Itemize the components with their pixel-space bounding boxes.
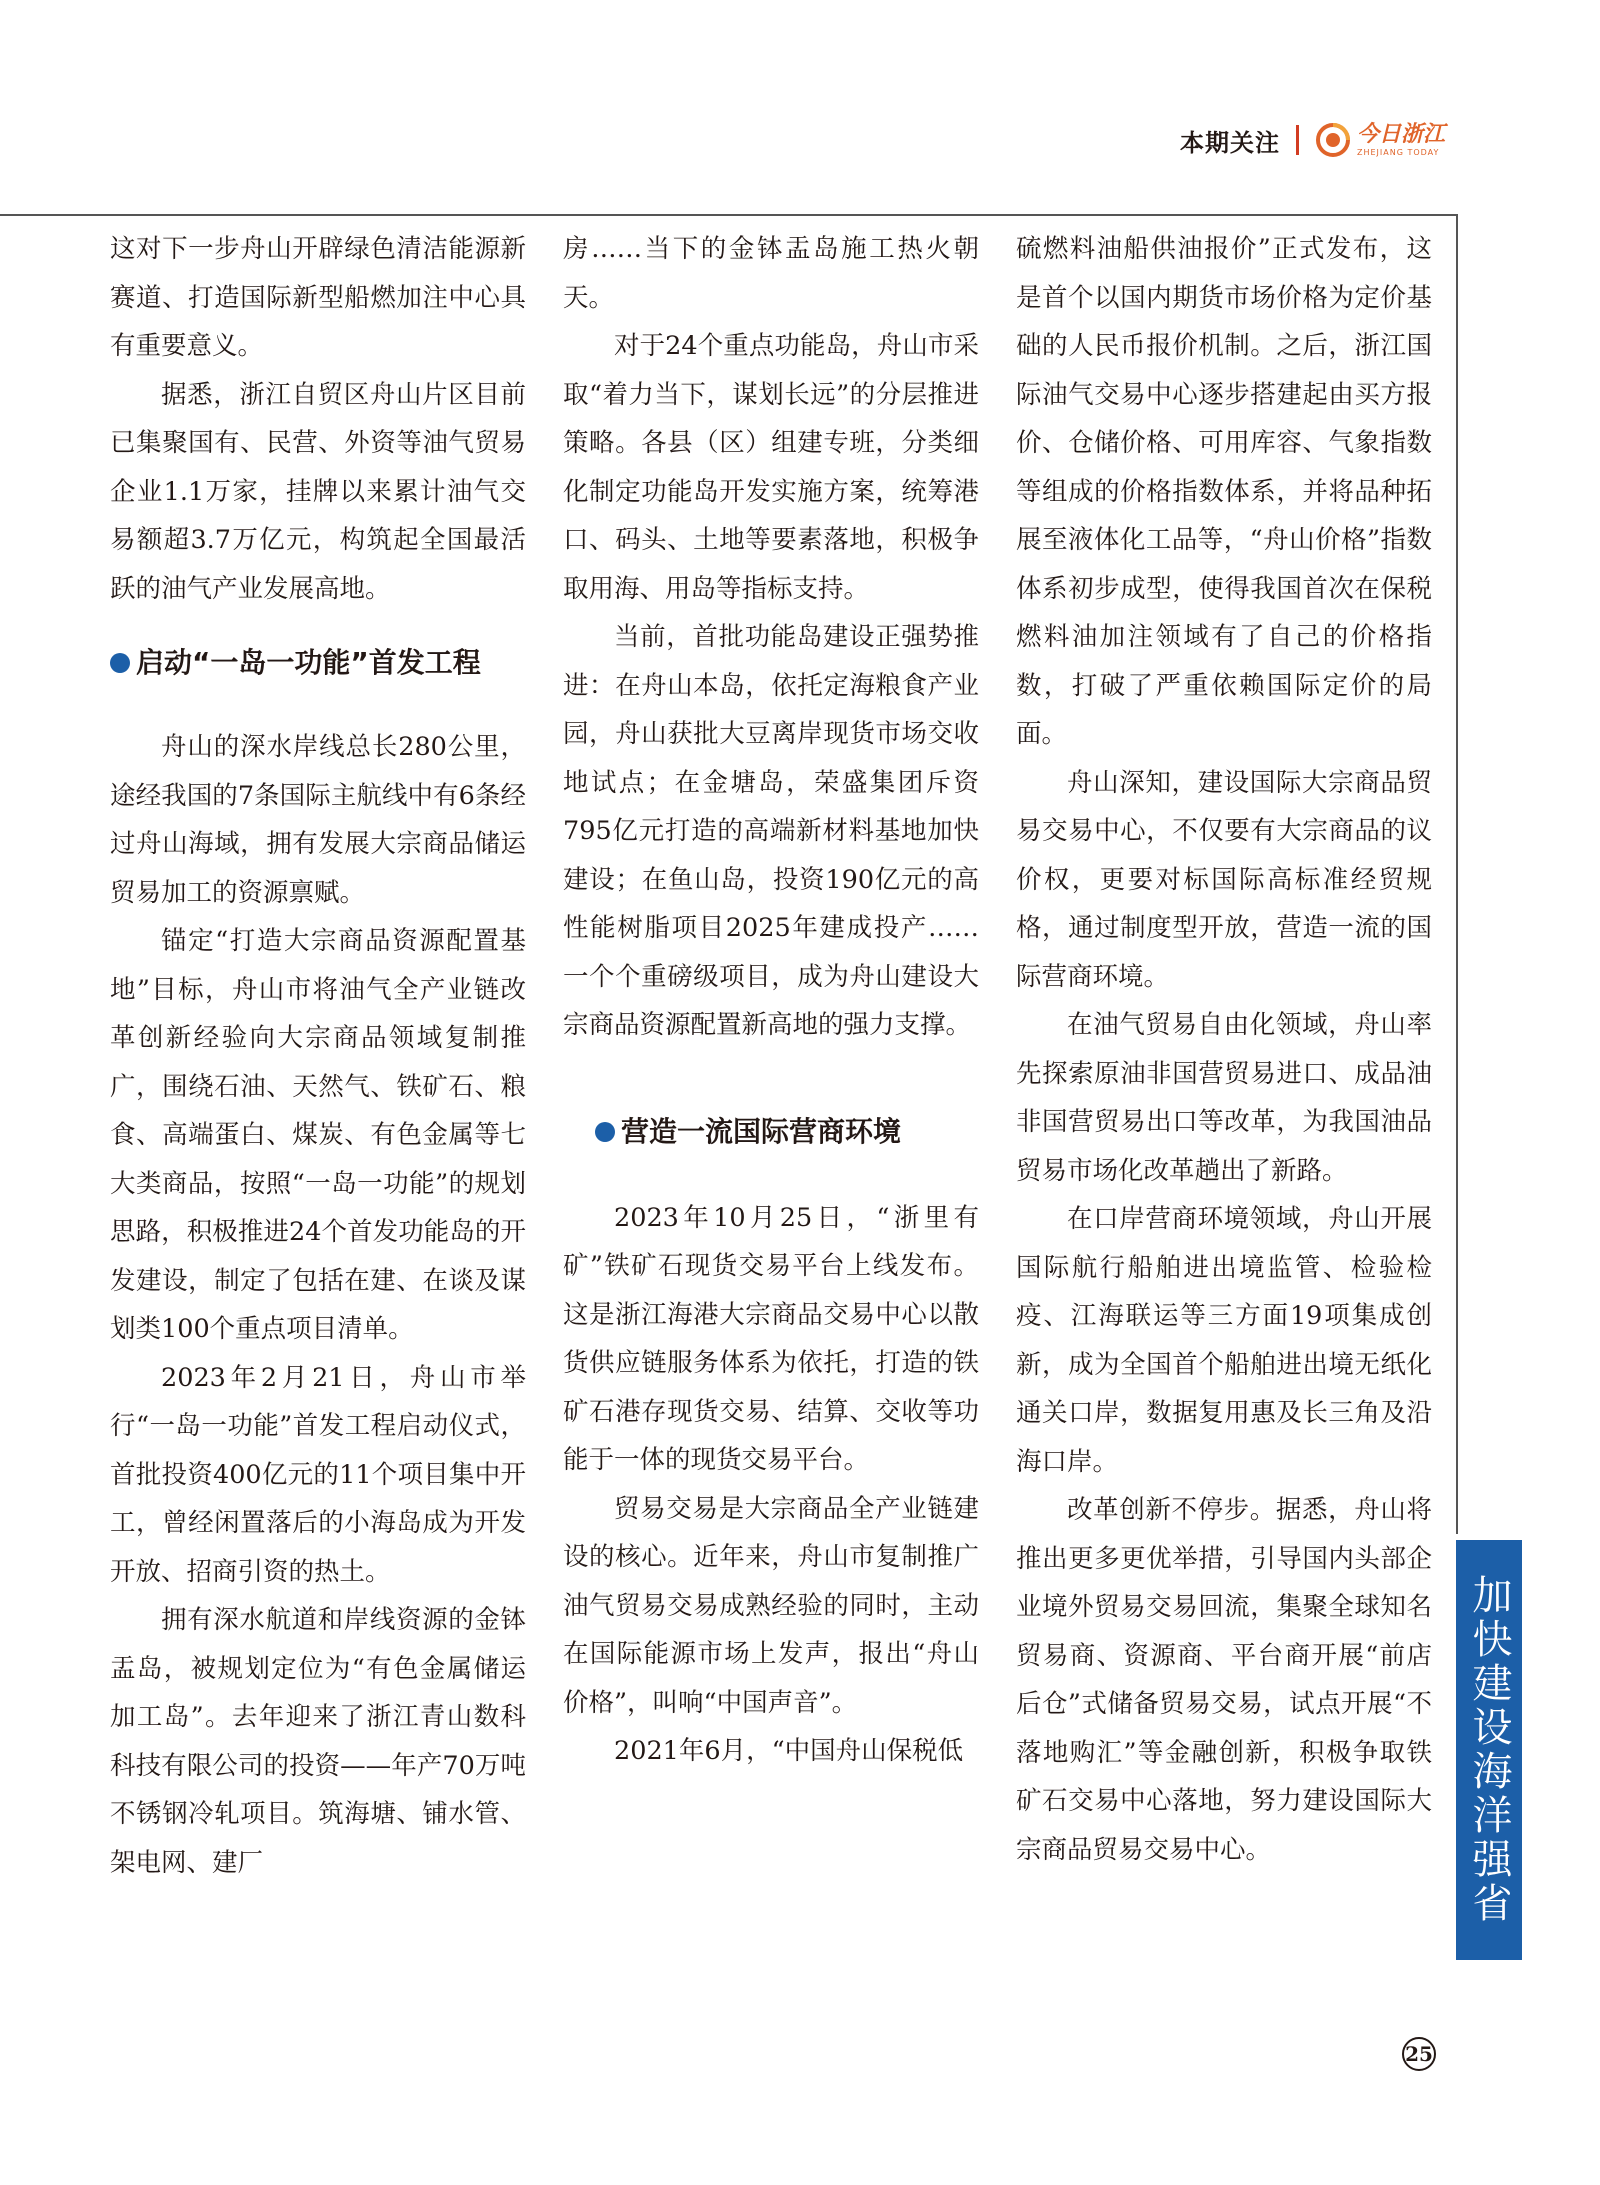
paragraph: 舟山的深水岸线总长280公里，途经我国的7条国际主航线中有6条经过舟山海域，拥有发展大宗商品储运贸易加工的资源禀赋。 [110,732,526,908]
paragraph: 贸易交易是大宗商品全产业链建设的核心。近年来，舟山市复制推广油气贸易交易成熟经验的同时，主动在国际能源市场上发声，报出“舟山价格”，叫响“中国声音”。 [563,1493,979,1718]
top-rule [0,214,1458,216]
right-rule [1456,214,1458,1534]
page-header [1180,118,1445,162]
side-tab-text: 加快建设海洋强省 [1466,1574,1512,1926]
paragraph: 当前，首批功能岛建设正强势推进：在舟山本岛，依托定海粮食产业园，舟山获批大豆离岸现货市场交收地试点；在金塘岛，荣盛集团斥资795亿元打造的高端新材料基地加快建设；在鱼山岛，投资190亿元的高性能树脂项目2025年建成投产……一个个重磅级项目，成为舟山建设大宗商品资源配置新高地的强力支撑。 [563,622,979,1040]
paragraph: 硫燃料油船供油报价”正式发布，这是首个以国内期货市场价格为定价基础的人民币报价机制。之后，浙江国际油气交易中心逐步搭建起由买方报价、仓储价格、可用库容、气象指数等组成的价格指数体系，并将品种拓展至液体化工品等，“舟山价格”指数体系初步成型，使得我国首次在保税燃料油加注领域有了自己的价格指数，打破了严重依赖国际定价的局面。 [1016,234,1432,749]
paragraph: 据悉，浙江自贸区舟山片区目前已集聚国有、民营、外资等油气贸易企业1.1万家，挂牌以来累计油气交易额超3.7万亿元，构筑起全国最活跃的油气产业发展高地。 [110,379,526,604]
paragraph: 在口岸营商环境领域，舟山开展国际航行船舶进出境监管、检验检疫、江海联运等三方面19项集成创新，成为全国首个船舶进出境无纸化通关口岸，数据复用惠及长三角及沿海口岸。 [1016,1204,1432,1477]
paragraph: 舟山深知，建设国际大宗商品贸易交易中心，不仅要有大宗商品的议价权，更要对标国际高标准经贸规格，通过制度型开放，营造一流的国际营商环境。 [1016,767,1432,992]
logo-chinese-text: 今日浙江 [1356,121,1445,147]
paragraph: 改革创新不停步。据悉，舟山将推出更多更优举措，引导国内头部企业境外贸易交易回流，集聚全球知名贸易商、资源商、平台商开展“前店后仓”式储备贸易交易，试点开展“不落地购汇”等金融创新，积极争取铁矿石交易中心落地，努力建设国际大宗商品贸易交易中心。 [1016,1495,1432,1865]
paragraph: 房……当下的金钵盂岛施工热火朝天。 [563,234,979,313]
paragraph: 拥有深水航道和岸线资源的金钵盂岛，被规划定位为“有色金属储运加工岛”。去年迎来了浙江青山数科科技有限公司的投资——年产70万吨不锈钢冷轧项目。筑海塘、铺水管、架电网、建厂 [110,1605,526,1878]
paragraph: 锚定“打造大宗商品资源配置基地”目标，舟山市将油气全产业链改革创新经验向大宗商品领域复制推广，围绕石油、天然气、铁矿石、粮食、高端蛋白、煤炭、有色金属等七大类商品，按照“一岛一功能”的规划思路，积极推进24个首发功能岛的开发建设，制定了包括在建、在谈及谋划类100个重点项目清单。 [110,926,526,1344]
logo-swirl-icon [1315,122,1351,158]
paragraph: 这对下一步舟山开辟绿色清洁能源新赛道、打造国际新型船燃加注中心具有重要意义。 [110,234,526,361]
bullet-icon [595,1122,615,1142]
magazine-logo [1315,122,1445,158]
page-number: 25 [1402,2037,1436,2071]
column-1 [110,225,526,1887]
section-label: 本期关注 [1179,128,1280,157]
section-heading [110,639,526,687]
side-tab [1456,1540,1522,1960]
logo-english-text: ZHEJIANG TODAY [1356,147,1440,157]
paragraph: 2023年10月25日，“浙里有矿”铁矿石现货交易平台上线发布。这是浙江海港大宗商品交易中心以散货供应链服务体系为依托，打造的铁矿石港存现货交易、结算、交收等功能于一体的现货交易平台。 [563,1202,979,1475]
paragraph: 2023年2月21日，舟山市举行“一岛一功能”首发工程启动仪式，首批投资400亿元的11个项目集中开工，曾经闲置落后的小海岛成为开发开放、招商引资的热土。 [110,1362,526,1587]
section-heading-text: 营造一流国际营商环境 [621,1114,902,1148]
bullet-icon [110,653,130,673]
column-2 [563,225,979,1776]
paragraph: 2021年6月，“中国舟山保税低 [614,1736,964,1766]
column-3 [1016,225,1432,1874]
paragraph: 对于24个重点功能岛，舟山市采取“着力当下，谋划长远”的分层推进策略。各县（区）组建专班，分类细化制定功能岛开发实施方案，统筹港口、码头、土地等要素落地，积极争取用海、用岛等指标支持。 [563,331,979,604]
section-heading-text: 启动“一岛一功能”首发工程 [136,646,481,679]
section-heading [563,1108,979,1156]
paragraph: 在油气贸易自由化领域，舟山率先探索原油非国营贸易进口、成品油非国营贸易出口等改革，为我国油品贸易市场化改革趟出了新路。 [1016,1010,1432,1186]
header-divider [1296,125,1299,155]
